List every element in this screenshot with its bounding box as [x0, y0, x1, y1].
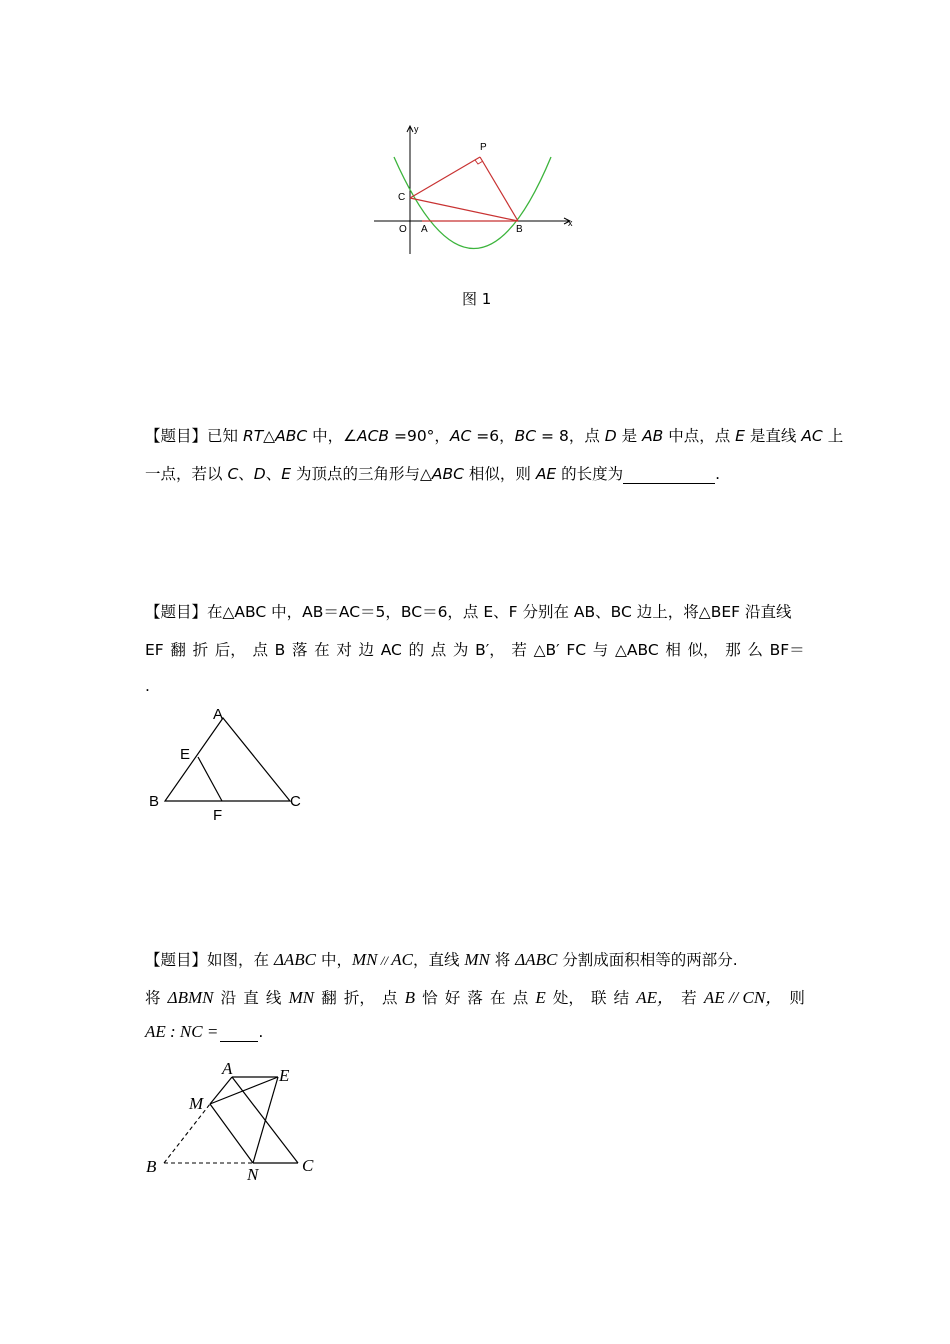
label-a: A: [222, 1059, 233, 1078]
rt-abc: RT△ABC: [242, 427, 308, 445]
problem-3-line-2: 将 ΔBMN 沿 直 线 MN 翻 折， 点 B 恰 好 落 在 点 E 处， 联 结 AE， 若 AE // CN， 则: [145, 988, 805, 1007]
problem-1-line-1: 【题目】已知 RT△ABC 中，∠ACB =90°，AC =6，BC = 8，点 D 是 AB 中点，点 E 是直线 AC 上: [145, 427, 844, 445]
label-y: y: [414, 124, 419, 134]
segment-me: [210, 1077, 278, 1104]
label-n: N: [247, 1165, 259, 1184]
problem-3-line-3: AE : NC = .: [145, 1022, 264, 1041]
label-a: A: [421, 224, 428, 235]
parabola: [394, 157, 551, 249]
label-b: B: [149, 793, 160, 810]
figure-3-folded-triangle: [140, 1050, 330, 1190]
segment-mn: [210, 1104, 253, 1163]
answer-blank-3[interactable]: [220, 1025, 258, 1042]
answer-blank-1[interactable]: [623, 467, 715, 484]
label-p: P: [480, 142, 487, 153]
segment-cp: [410, 157, 480, 198]
label-a: A: [213, 706, 224, 723]
segment-en: [253, 1077, 278, 1163]
label-c: C: [398, 192, 406, 203]
problem-2-line-2: EF 翻 折 后， 点 B 落 在 对 边 AC 的 点 为 B′， 若 △B′ FC 与 △ABC 相 似， 那 么 BF＝: [145, 641, 805, 659]
label-b: B: [146, 1157, 157, 1176]
label-o: O: [399, 224, 407, 235]
problem-2-line-3: .: [145, 677, 150, 695]
figure-1-coordinate-graph: [370, 120, 580, 260]
problem-3-line-1: 【题目】如图，在 ΔABC 中，MN // AC，直线 MN 将 ΔABC 分割成面积相等的两部分.: [145, 950, 738, 969]
figure-2-triangle: [145, 700, 315, 825]
label-c: C: [302, 1156, 314, 1175]
label-b: B: [516, 224, 523, 235]
segment-pb: [480, 157, 518, 221]
label-x: x: [568, 218, 573, 228]
segment-cb: [410, 198, 518, 221]
label-e: E: [180, 746, 191, 763]
label-c: C: [290, 793, 301, 810]
problem-1-line-2: 一点，若以 C、D、E 为顶点的三角形与△ABC 相似，则 AE 的长度为 .: [145, 465, 721, 483]
label-f: F: [213, 807, 223, 824]
segment-ef: [198, 757, 222, 801]
figure-1-caption: 图 1: [462, 290, 492, 308]
problem-2-line-1: 【题目】在△ABC 中，AB＝AC＝5，BC＝6，点 E、F 分别在 AB、BC 边上，将△BEF 沿直线: [145, 603, 792, 621]
label-m: M: [189, 1094, 204, 1113]
label-e: E: [279, 1066, 290, 1085]
